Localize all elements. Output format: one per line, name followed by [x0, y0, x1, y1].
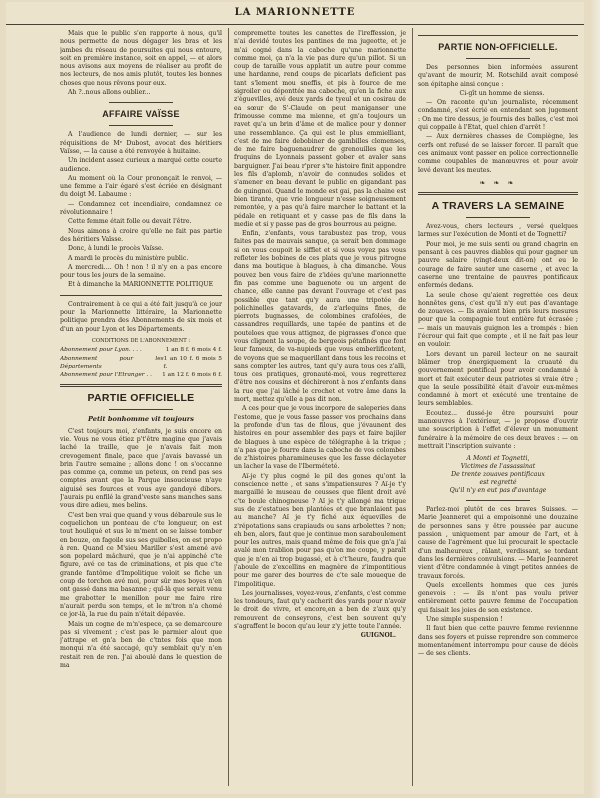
- article-paragraph: Des personnes bien informées assurent qu'avant de mourir, M. Rotschild avait composé son épitaphe ainsi conçue :: [418, 64, 578, 88]
- intro-paragraph: Ah ?..nous allons oublier...: [68, 89, 151, 97]
- subscription-row: [60, 355, 222, 372]
- column-rule: [412, 28, 413, 786]
- article-paragraph: — Aux dernières chasses de Compiègne, les cerfs ont refusé de se laisser forcer. Il paraît que ces animaux vont passer en police correctionnelle comme coupables de manœuvres et pour avoir levé devant les meutes.: [418, 133, 578, 174]
- divider: [418, 192, 578, 195]
- subscription-label: Abonnement pour les Départements: [60, 355, 164, 370]
- conditions-title: CONDITIONS DE L'ABONNEMENT :: [91, 337, 191, 344]
- article-paragraph: Cette femme était folle ou devait l'être.: [68, 218, 192, 226]
- page-header: [6, 2, 584, 25]
- inscription-line: A Monti et Tognetti,: [466, 455, 530, 463]
- article-paragraph: Aï-je t'y plus cogné le pil des gones qu'ont la conscience nette , et sans s'impatiensures ? Aï-je t'y margaillé le museau de ceusses que filent droit avé c'te boule chinogneuse ? Aï je t'y allongé ma trique sus de z'estatues ben plantées et que branlaient pas au manche? Aï je t'y fiché aux équevilles de z'répotations sans crapiauds ou sans arbolettes ? non; eh ben, alors, faut que je continue mon saraboulement pour les autres, mais quand même de fois que gn'a j'ai avalé mon trablion pour pas qu'on me coupe, y paraît que je n'en ai trop bugassé, et à c't'heure, faudra que j'aboule de z'excellins en magnère de z'impontitious pour me garer des bourres de c'te sale moueque de l'impolitique.: [234, 472, 406, 588]
- subscription-label: Abonnement pour l'Etranger . .: [60, 372, 152, 379]
- divider: [60, 384, 222, 387]
- divider: [109, 409, 174, 410]
- article-paragraph: A l'audience de lundi dernier, — sur les réquisitions de Mᵉ Dubost, avocat des héritiers Vaïsse, — la cause a été renvoyée à huitaine.: [60, 131, 222, 155]
- column-middle: [234, 30, 406, 788]
- article-paragraph: — On raconte qu'un journaliste, récemment condamné, s'est écrié en entendant son jugement : On me tire dessus, je fournis des balles, c'est moi qui coppaile à l'Etat, quel chien d'arrêt !: [418, 99, 578, 132]
- section-title-partie-officielle: PARTIE OFFICIELLE: [87, 392, 195, 405]
- article-paragraph: Et à dimanche la MARIONNETTE POLITIQUE: [68, 281, 214, 289]
- article-paragraph: Avez-vous, chers lecteurs , versé quelques larmes sur l'exécution de Monti et de Tognetti?: [418, 223, 578, 239]
- subscription-paragraph: Contrairement à ce qui a été fait jusqu'à ce jour pour la Marionnette littéraire, la Marionnette politique prendra des Abonnements de six mois et d'un an pour Lyon et les Départements.: [60, 300, 222, 333]
- article-paragraph: A ces pour que je vous incorpore de saleperies dans l'estome, que je vous fasse passer vos prochains dans la profonde d'un tas de filous, que j'évaunent des histoires en pour assembler des pays et faire bajiler de blagues à une espèce de télégraphe à la trique ; n'a pas que je fourre dans la caboche de vos colombes de z'histoires pharamineuses que les fasse déclayeter un lacher la vase de l'Iberméteté.: [234, 405, 406, 471]
- article-paragraph: Quels excellents hommes que ces jurés genevois : — ils n'ont pas voulu priver entièrement cette pauvre femme de l'occupation qui faisait les joies de son existence.: [418, 581, 578, 614]
- article-paragraph: C'est toujours moi, z'enfants, je suis encore en vie. Vous ne vous étiez p't'être magine que j'avais laché la traille, que je n'avais fait mon crevogement finale, pace que j'avais bavassé un brin l'autre semaine ; allons donc ! on s'occanne pas comme ça, comme un peteux, on rend pas ses comptes avant que la Parque insoucieuse n'aye aiguisé ses fources et vous aye gandoyé dibors. J'aurais pu enfilé la grand'veste sans manches sans vous dire adieu, mes belins.: [60, 427, 222, 510]
- divider: [109, 102, 174, 103]
- divider: [60, 295, 222, 296]
- article-paragraph: Parlez-moi plutôt de ces braves Suisses. — Marie Jeanneret qui a empoisonné une douzaine de personnes sans y être poussée par aucune passion , uniquement par amour de l'art, et à cause de l'agrément que lui procurait le spectacle d'un malheureux , râlant, verdissant, se tordant dans les dernières convulsions. — Marie Jeanneret vient d'être condamnée à vingt petites années de travaux forcés.: [418, 506, 578, 580]
- divider: [466, 58, 530, 59]
- subscription-price: 1 an 12 f. 6 mois 6 f.: [162, 372, 222, 379]
- inscription-line: est regretté: [479, 479, 517, 487]
- subscription-price: 1 an 10 f. 6 mois 5 f.: [163, 355, 222, 370]
- article-paragraph: Lors devant un pareil lecteur on ne saurait blâmer trop énergiquement la cruauté du gouvernement pontifical pour avoir condamné à mort et fait exécuter deux patriotes si vraie étre ; que la seule possibilité était d'avoir eux-mêmes condamné à mort et exécuté une trentaine de leurs semblables.: [418, 350, 578, 408]
- article-paragraph: A mercredi.... Oh ! non ! il n'y en a pas encore pour tous les jours de la semaine.: [60, 263, 222, 280]
- article-paragraph: Mais un cogne de m'n'espece, ça se demarcoure pas si vivement ; c'est pas le parmier alout que j'attrape et gn'a ben de c'tntes fois que mon monqui n'a été saccagé, qu'y semblait qu'y n'en restait ren de ren. J'ai aboulé dans le question de ma: [60, 620, 222, 669]
- divider: [418, 35, 578, 36]
- article-paragraph: Une simple suspension !: [426, 616, 503, 624]
- article-paragraph: A mardi le procès du ministère public.: [68, 254, 189, 262]
- section-title-non-officielle: PARTIE NON-OFFICIELLE.: [438, 42, 558, 52]
- article-paragraph: Enfin, z'enfants, vous tarabustez pas trop, vous faites pas de mauvais sanque, ça serait ben dommage si on vous coupoit le sifflet et si vous voyez pas vous refleter les bobines de ces plats que je vous pitrogne dans ma boutique à blagues, à cha dimanche. Vous pouvez ben vous faire de z'idées qu'une marionnette fin pas comme une baguenote ou un argent de chance, elle canne pas devant l'ouvrage et c'est pas possible que tant qu'y aura une tripotée de polichinelles gatavards, de z'arlequins fines, de pierrots bugnasses, de colombines crafolées, de cassandres requillards, une tapée de pantins et de pouteloes que vous attignez, de pigrasses d'once que vous clignent la soupe, de bergeois pétafinés que font leur fameux, de va-nupieds que vous emberlificotent, de voyons que se maquerillant dans tous les recoins et sans compter les autres, tant qu'y aura tous ces z'alli, tous ces pratiques, gronauté-moi, vous regretterez d'être nos cousins et déchireront à nos z'enfants dans la rue que j'ai lâché le crochet et votre âme dans la mort, mettez qu'elle a pas dit non.: [234, 230, 406, 404]
- adjacent-page-edge: [590, 0, 600, 798]
- section-title-a-travers: A TRAVERS LA SEMAINE: [431, 200, 565, 213]
- masthead-title: LA MARIONNETTE: [234, 7, 356, 18]
- article-paragraph: La seule chose qu'aient regrettée ces deux honnêtes gens, c'est qu'il n'y eut pas d'avantage de zouaves. — Ils avaient bien pris leurs mesures pour que la compagnie tout entière fut écrasée ; — mais un mauvais guignon les a trompés : bien l'écrour qui fait que compte , et il ne fait pas leur en vouloir.: [418, 291, 578, 349]
- inscription-line: Victimes de l'assassinat: [460, 463, 536, 471]
- column-left: [60, 30, 222, 788]
- column-rule: [228, 28, 229, 786]
- inscription: [418, 455, 578, 495]
- article-subtitle: Petit bonhomme vit toujours: [88, 415, 194, 424]
- epitaph-line: Ci-gît un homme de sienss.: [459, 89, 545, 97]
- signature: GUIGNOL.: [360, 632, 396, 640]
- article-paragraph: Il faut bien que cette pauvre femme reviennne dans ses foyers et puisse reprendre son commerce momentanément interrompu pour cause de décès — de ses clients.: [418, 625, 578, 658]
- subscription-row: [60, 346, 222, 354]
- article-paragraph: Nous aimons à croire qu'elle ne fait pas partie des héritiers Vaïsse.: [60, 227, 222, 243]
- column-right: [418, 30, 578, 788]
- ornament-divider: ❧ ❧ ❧: [479, 178, 517, 187]
- divider: [466, 217, 530, 218]
- divider: [109, 125, 174, 126]
- article-paragraph: Les journalisses, voyez-vous, z'enfants, c'est comme les tondeurs, faut qu'y cacherit des yards pour n'avoir le droit de vivre, et encore,en a ben de z'aux qu'y remouvent de conseyrons, c'est ben souvent qu'y s'agraffent le bocon qu'au leur z'y jette toute l'année.: [234, 589, 406, 631]
- subscription-table: [60, 346, 222, 379]
- article-paragraph: Pour moi, je me suis senti ou grand chagrin en pensant à ces pauvres diables qui pour gagner un pauvre salaire (vingt-deux dit-on) ont eu le courage de faire sauter une caserne , et avec la caserne une trentaine de pauvres pontificaux enfermés dedans.: [418, 240, 578, 290]
- divider: [466, 500, 530, 501]
- newspaper-page: [6, 2, 584, 794]
- article-paragraph: Donc, à lundi le procès Vaïsse.: [68, 245, 164, 253]
- intro-paragraph: Mais que le public s'en rapporte à nous, qu'il nous permette de nous dégager les bras et les jambes du réseau de poursuites qui nous entoure, soit en première instance, soit en appel, — et alors nous avisons aux moyens de réaliser au profit de nos lecteurs, de nos amis plutôt, toutes les bonnes choses que nous rêvons pour eux.: [60, 30, 222, 87]
- section-title-affaire: AFFAIRE VAÏSSE: [102, 109, 180, 120]
- article-paragraph: C'est ben vrai que quand y vous débaroule sus le coquelichon un ponteau de c'te longueur, on est tout houliqué et sus le m'ment on se laisse tomber en bouze, on fagoile sus ses guibolles, on est propo à ren. Quand ce M'sieu Mariller s'est amené avé son popelard mâchuré, que je n'ai appinché c'te figure, avé ce tas de criminations, et pis que c'te grande fantôme d'Impolitique voloit se fiche un coup de torchon avé moi, pour sûr mes boyes n'en ont gassé dans ma basanne ; quî-là que serait venu me grabotter le menillon pour me faire rire n'aurait perdu son temps, et le m'tron n'a chomé ce jor-là, la rue du pain n'était dépavée.: [60, 511, 222, 619]
- article-paragraph: Au moment où la Cour prononçait le renvoi, — une femme a l'air égaré s'est écriée en désignant du doigt M. Labaume :: [60, 174, 222, 199]
- subscription-label: Abonnement pour Lyon. . . .: [60, 347, 142, 354]
- inscription-line: De trente zouaves pontificaux: [451, 471, 545, 479]
- subscription-row: [60, 371, 222, 379]
- article-paragraph: compremette toutes les canettes de l'ireffession, je n'ai devidé toutes les pantines de ma jugeotte, et je m'ai cogné dans la caboche qu'une marionnette comme moi, ça n'a la vie pas dure qu'un pillot. Si un coup de taraille vous applatit un autre pour comme une hardanne, rend coups de picarlats deficient pas tant s'lement mou sneffis, et pis à fource de me sigroiler ou déponttée ma caboche, qu'en la fiche aux z'èguevilles, avé deux yards de tyeul et un cosirau de ea sœur de S'-Claude on peut maniganser une frimousse comme ma mienne, et gn'a toujours un ravet qu'a un brin d'âme et de malice pour y donner une ressemblance. Ça qui est le plus emmielliant, c'est de me faire debobiner de gambilles clemenses, de me faire baguenaudrer de grenouilles que les fruquins de Lyonnais passent gober et avaler sans barguigner. J'ai beau r'prer s'te histoire finit appondre les fils d'aplomb, n'avoir de connudes solides et s'amener en beau devant le public en gigandant pas de guingnoi. Quand le monde est gai, pas la chaine est bien tirante, que vrie longueur n'esse soigneusement remontée, y a pas qu'à faire marcher le battant et la pédale en retiquant et y casse pas de fils dans la medie et si y passe pas de gros bourrous au peigne.: [234, 30, 406, 228]
- article-paragraph: — Condamnez cet incendiaire, condamnez ce révolutionnaire !: [60, 200, 222, 217]
- subscription-price: 1 an 8 f. 6 mois 4 f.: [165, 347, 222, 354]
- article-paragraph: Ecoutez... dussé-je être poursuivi pour manœuvres à l'extérieur, — je propose d'ouvrir une souscription à l'effet d'élever un monument funéraire à la mémoire de ces deux braves : — on mettrait l'inscription suivante :: [418, 409, 578, 450]
- article-paragraph: Un incident assez curieux a marqué cette courte audience.: [60, 157, 222, 173]
- inscription-line: Qu'il n'y en eut pas d'avantage: [449, 487, 547, 495]
